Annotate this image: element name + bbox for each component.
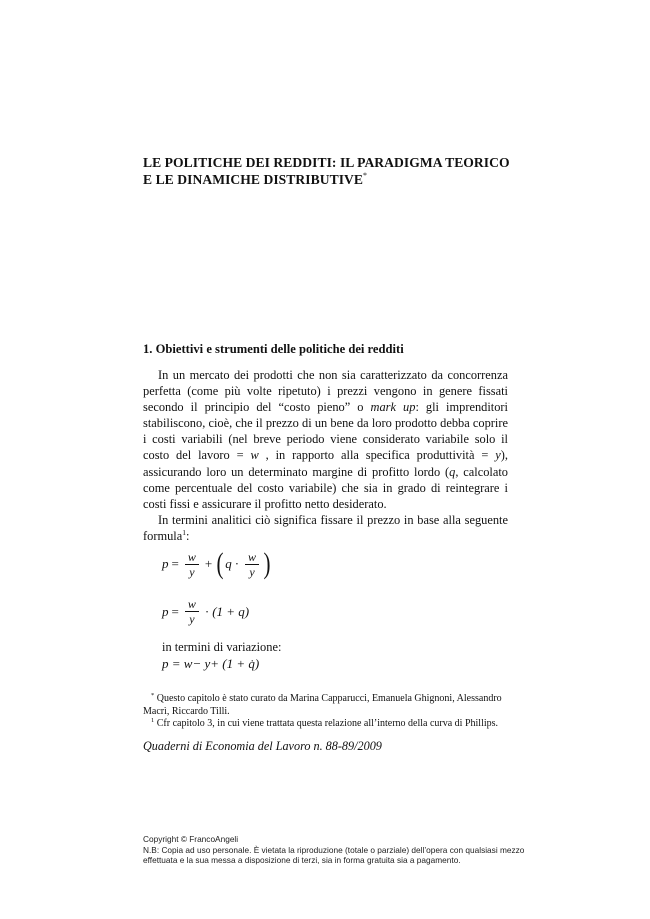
- chapter-title: [143, 154, 543, 188]
- title-footnote-mark: *: [363, 171, 368, 180]
- footnote-ref-1: 1: [182, 527, 186, 537]
- formula-variation-label: in termini di variazione:: [162, 640, 282, 654]
- footnotes: [143, 693, 515, 731]
- section-heading: 1. Obiettivi e strumenti delle politiche dei redditi: [143, 342, 404, 356]
- formula-full-cost: p = $\frac{w}{y}$ + ( q · $\frac{w}{y}$ ): [162, 547, 271, 580]
- journal-reference: Quaderni di Economia del Lavoro n. 88-89/2009: [143, 739, 382, 753]
- paragraph-2: In termini analitici ciò significa fissare il prezzo in base alla seguente formula$^1$:: [143, 512, 508, 543]
- copyright-line3: effettuata e la sua messa a disposizione di terzi, sia in forma gratuita sia a pagamento.: [143, 855, 461, 865]
- copyright-line1: Copyright © FrancoAngeli: [143, 834, 239, 844]
- formula-variation: p = w− y+ (1 + q̇): [162, 656, 260, 671]
- paragraph-1: In un mercato dei prodotti che non sia caratterizzato da concorrenza perfetta (come più volte ripetuto) i prezzi vengono in genere fissati secondo il principio del “costo pieno” o mark up: gli imprenditori stabiliscono, cioè, che il prezzo di un bene da loro prodotto debba coprire i costi variabili (nel breve periodo viene considerato variabile solo il costo del lavoro = w , in rapporto alla specifica produttività = y), assicurando loro un determinato margine di profitto lordo (q, calcolato come percentuale del costo variabile) che sia in grado di reintegrare i costi fissi e assicurare il profitto netto desiderato.: [143, 368, 508, 511]
- body-text: [143, 367, 508, 544]
- formula-markup: p = $\frac{w}{y}$ · (1 + q): [162, 597, 250, 626]
- copyright-line2: N.B: Copia ad uso personale. È vietata la riproduzione (totale o parziale) dell’opera con qualsiasi mezzo: [143, 844, 525, 855]
- chapter-title-line2: E LE DINAMICHE DISTRIBUTIVE*: [143, 171, 368, 187]
- footnote-star: * Questo capitolo è stato curato da Marina Capparucci, Emanuela Ghignoni, Alessandro Macrì, Riccardo Tilli.: [143, 692, 502, 717]
- copyright-notice: [143, 834, 583, 866]
- footnote-1: $^1$ Cfr capitolo 3, in cui viene trattata questa relazione all’interno della curva di Phillips.: [151, 717, 499, 729]
- chapter-title-line1: LE POLITICHE DEI REDDITI: IL PARADIGMA TEORICO: [143, 155, 510, 170]
